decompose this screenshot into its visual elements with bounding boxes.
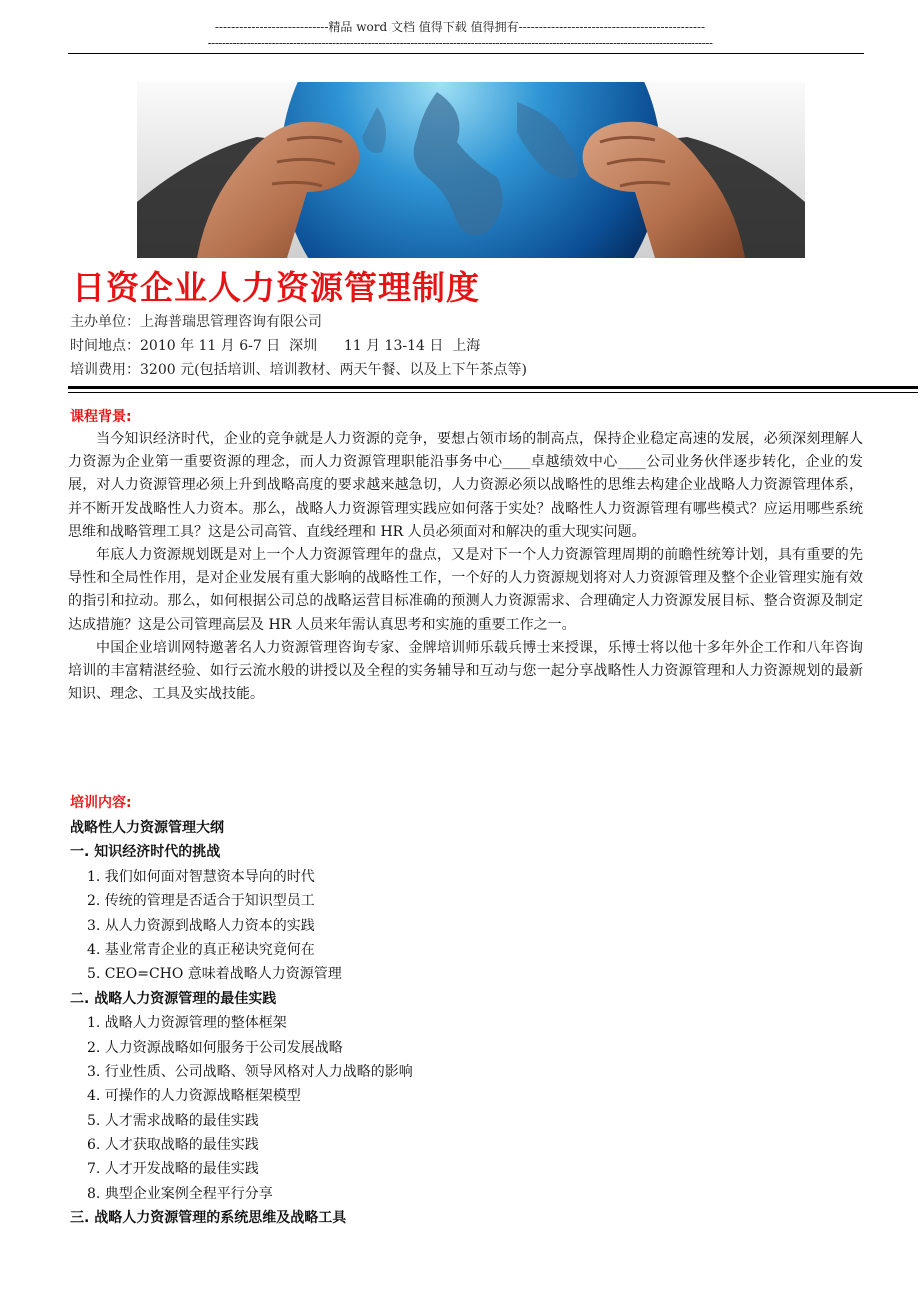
list-item: 2. 人力资源战略如何服务于公司发展战略 [87,1039,343,1056]
list-item: 5. 人才需求战略的最佳实践 [87,1112,259,1129]
banner-image [137,82,805,258]
outline-title: 战略性人力资源管理大纲 [70,820,224,836]
background-heading: 课程背景: [70,409,132,425]
section-heading: 三. 战略人力资源管理的系统思维及战略工具 [70,1210,347,1227]
page-title: 日资企业人力资源管理制度 [72,268,480,307]
course-outline [70,816,870,1231]
globe-in-hands-image [137,82,805,258]
background-body [68,428,863,706]
organizer-line: 主办单位：上海普瑞思管理咨询有限公司 [70,314,322,330]
list-item: 1. 我们如何面对智慧资本导向的时代 [87,868,315,885]
section-heading: 二. 战略人力资源管理的最佳实践 [70,990,277,1007]
background-paragraph: 当今知识经济时代，企业的竞争就是人力资源的竞争，要想占领市场的制高点，保持企业稳定高速的发展，必须深刻理解人力资源为企业第一重要资源的理念，而人力资源管理职能沿事务中心____卓越绩效中心____公司业务伙伴逐步转化，企业的发展，对人力资源管理必须上升到战略高度的要求越来越急切，人力资源必须以战略性的思维去构建企业战略人力资源管理体系，并不断开发战略性人力资本。那么，战略人力资源管理实践应如何落于实处？战略性人力资源管理有哪些模式？应运用哪些系统思维和战略管理工具？这是公司高管、直线经理和 HR 人员必须面对和解决的重大现实问题。 [68,431,863,540]
background-paragraph: 年底人力资源规划既是对上一个人力资源管理年的盘点，又是对下一个人力资源管理周期的前瞻性统筹计划，具有重要的先导性和全局性作用，是对企业发展有重大影响的战略性工作，一个好的人力资源规划将对人力资源管理及整个企业管理实施有效的指引和拉动。那么，如何根据公司总的战略运营目标准确的预测人力资源需求、合理确定人力资源发展目标、整合资源及制定达成措施？这是公司管理高层及 HR 人员来年需认真思考和实施的重要工作之一。 [68,547,863,633]
section-heading: 一. 知识经济时代的挑战 [70,844,221,861]
header-banner-text: ----------------------------精品 word 文档 值得下载 值得拥有---------------------------------------------- [214,20,706,34]
content-heading: 培训内容: [70,795,132,811]
header-rule [68,53,864,54]
list-item: 7. 人才开发战略的最佳实践 [87,1161,259,1178]
schedule-line: 时间地点：2010 年 11 月 6-7 日 深圳 11 月 13-14 日 上海 [70,338,481,354]
list-item: 2. 传统的管理是否适合于知识型员工 [87,893,315,910]
list-item: 3. 行业性质、公司战略、领导风格对人力战略的影响 [87,1063,413,1080]
header-dashed-line: ---------------------------------------------------------------------------------------------------------------------------------------------- [207,36,713,50]
divider-thin [68,392,918,393]
list-item: 1. 战略人力资源管理的整体框架 [87,1015,287,1032]
list-item: 5. CEO=CHO 意味着战略人力资源管理 [87,966,342,983]
divider-thick [68,386,918,389]
fee-line: 培训费用：3200 元(包括培训、培训教材、两天午餐、以及上下午茶点等) [70,362,528,378]
background-paragraph: 中国企业培训网特邀著名人力资源管理咨询专家、金牌培训师乐载兵博士来授课，乐博士将以他十多年外企工作和八年咨询培训的丰富精湛经验、如行云流水般的讲授以及全程的实务辅导和互动与您一起分享战略性人力资源管理和人力资源规划的最新知识、理念、工具及实战技能。 [68,639,863,703]
list-item: 8. 典型企业案例全程平行分享 [87,1185,273,1202]
list-item: 4. 可操作的人力资源战略框架模型 [87,1088,301,1105]
list-item: 4. 基业常青企业的真正秘诀究竟何在 [87,941,315,958]
list-item: 3. 从人力资源到战略人力资本的实践 [87,917,315,934]
list-item: 6. 人才获取战略的最佳实践 [87,1137,259,1154]
